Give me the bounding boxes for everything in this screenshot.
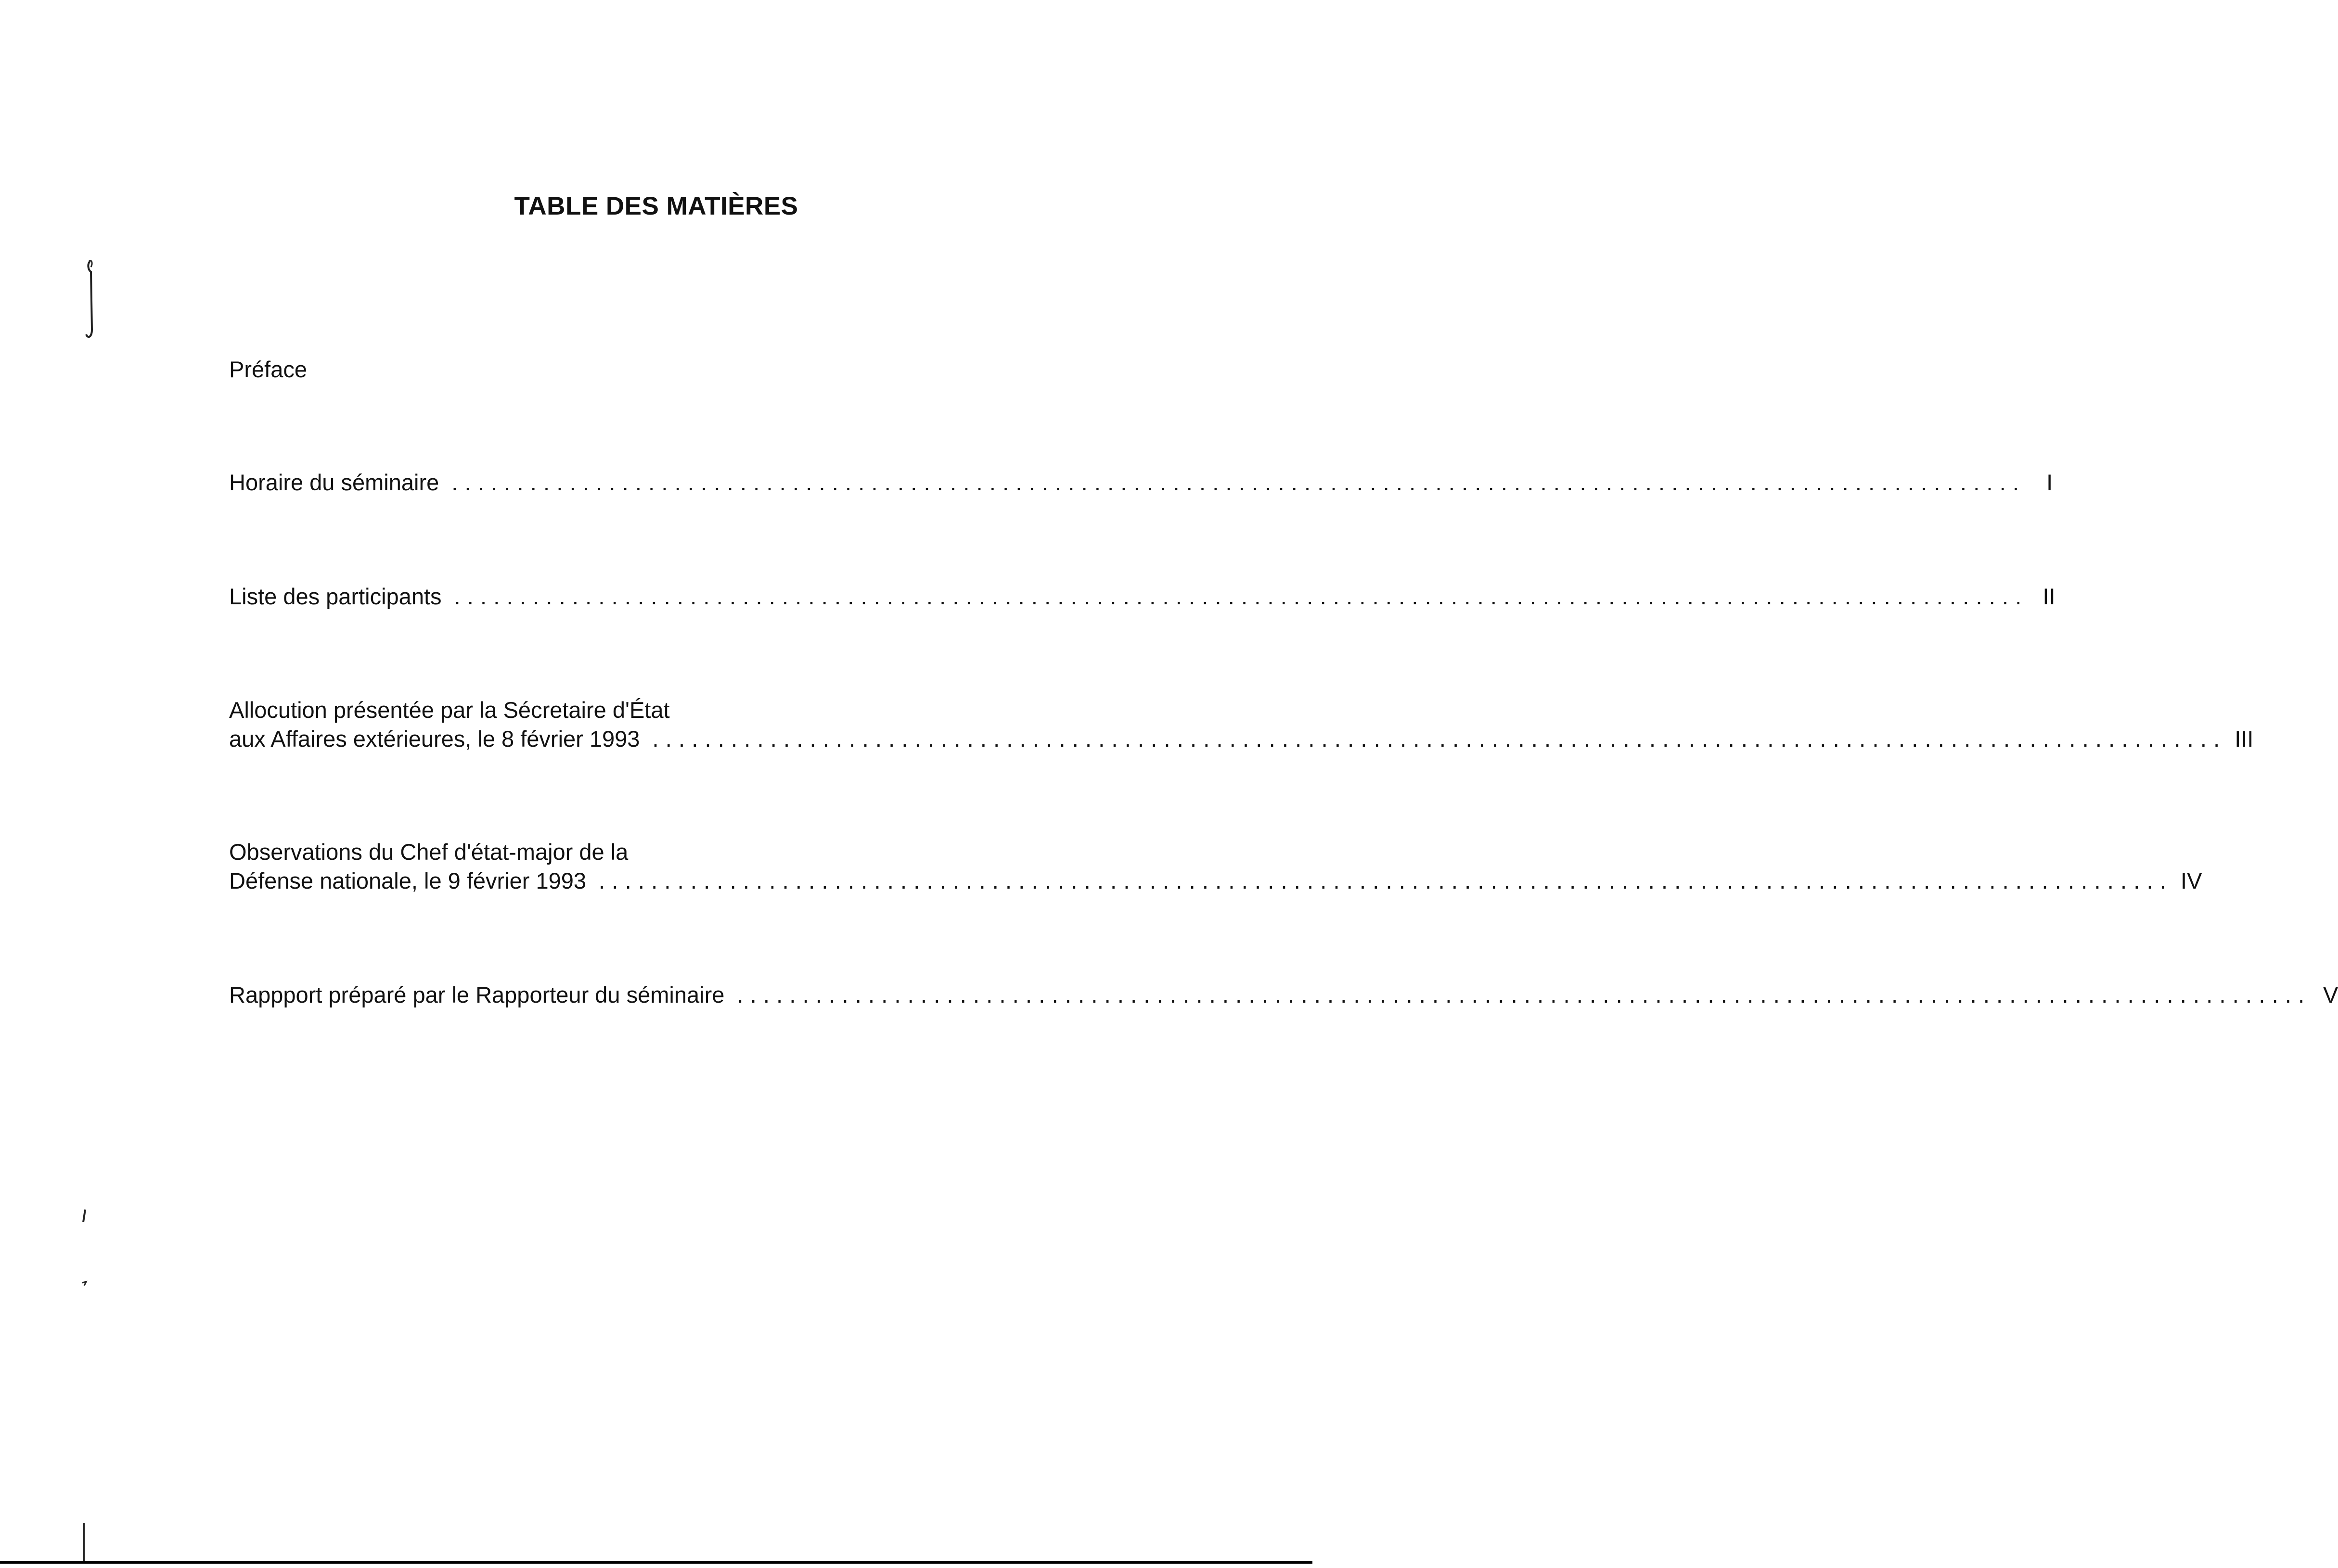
binding-mark-icon — [79, 257, 108, 344]
toc-entry-participants — [229, 582, 2055, 611]
toc-page-number: II — [2043, 584, 2055, 609]
toc-entry-observations — [229, 838, 2202, 895]
toc-entry-rapport — [229, 981, 2338, 1009]
toc-entry-label-line2: Défense nationale, le 9 février 1993 — [229, 868, 587, 893]
dot-leader: ........................................................................................................................ — [451, 470, 2026, 495]
page-bottom-rule — [0, 1561, 1312, 1564]
dot-leader: ........................................................................................................................ — [737, 982, 2312, 1007]
toc-page-number: I — [2046, 470, 2053, 495]
toc-entry-label-line1: Observations du Chef d'état-major de la — [229, 839, 629, 865]
toc-entry-allocution — [229, 696, 2254, 753]
toc-entry-label: Horaire du séminaire — [229, 470, 439, 495]
dot-leader: ........................................................................................................................ — [454, 584, 2029, 609]
toc-page-number: V — [2323, 982, 2338, 1007]
toc-entry-label: Préface — [229, 357, 307, 382]
toc-entry-horaire — [229, 468, 2053, 497]
margin-speck-icon — [79, 1280, 89, 1294]
toc-entry-label-line2: aux Affaires extérieures, le 8 février 1993 — [229, 726, 640, 752]
toc-entry-label: Rappport préparé par le Rapporteur du séminaire — [229, 982, 725, 1007]
toc-entry-label: Liste des participants — [229, 584, 442, 609]
dot-leader: ........................................................................................................................ — [599, 868, 2173, 893]
page-title: TABLE DES MATIÈRES — [514, 192, 798, 220]
toc-entry-preface — [229, 355, 1187, 384]
dot-leader: ........................................................................................................................ — [652, 726, 2227, 752]
margin-speck-icon — [79, 1208, 89, 1227]
toc-entry-label-line1: Allocution présentée par la Sécretaire d'État — [229, 697, 670, 723]
toc-page-number: IV — [2181, 868, 2202, 893]
toc-page-number: III — [2235, 726, 2254, 752]
binding-edge — [83, 1523, 85, 1562]
